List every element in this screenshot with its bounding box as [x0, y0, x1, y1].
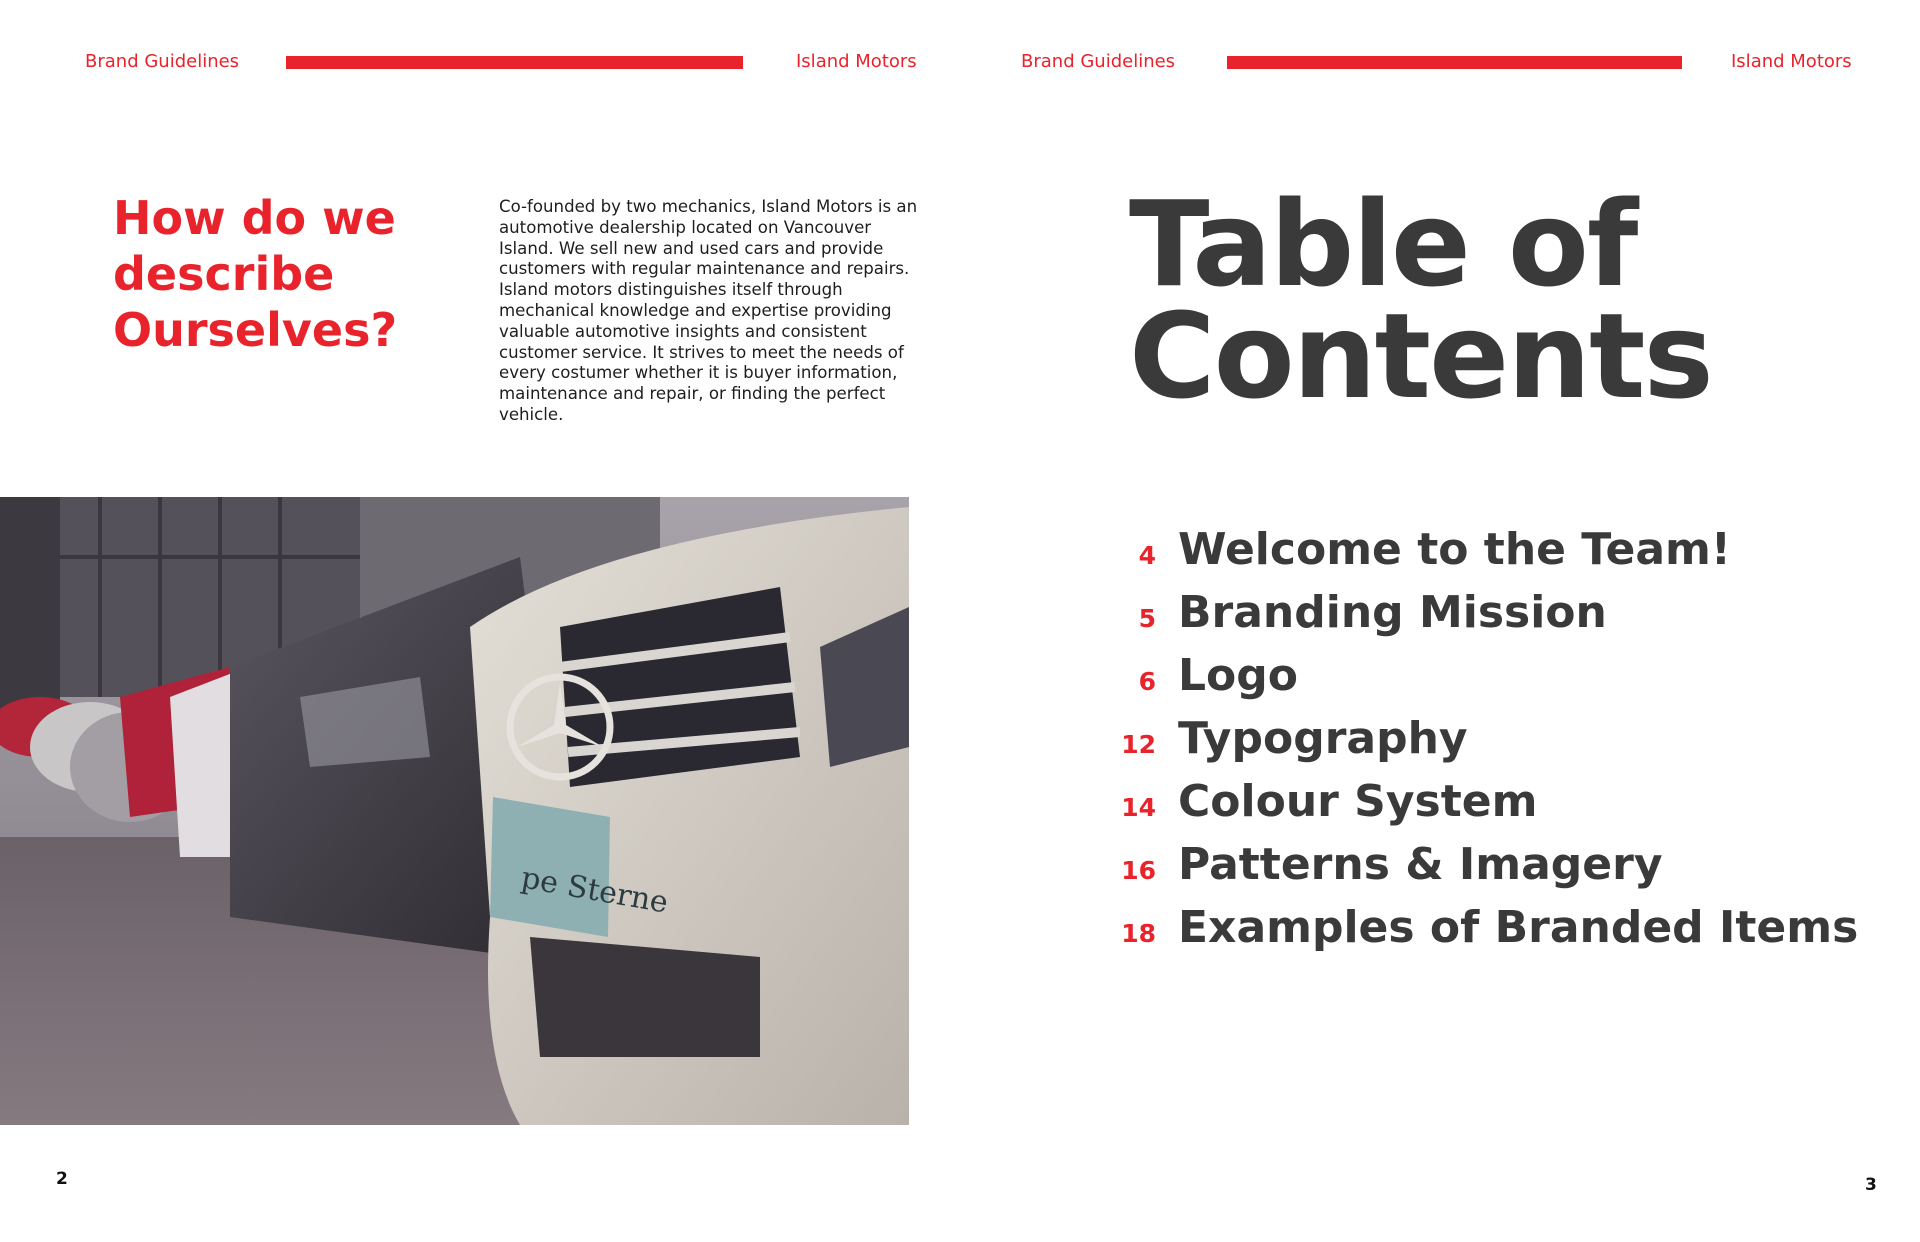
- license-plate-text: pe Sterne: [518, 860, 671, 921]
- toc-page-number: 16: [1121, 856, 1156, 885]
- right-page: [960, 0, 1920, 1242]
- toc-page-number: 5: [1138, 604, 1156, 633]
- toc-page-number: 12: [1121, 730, 1156, 759]
- toc-item[interactable]: [1120, 524, 1858, 587]
- section-heading: How do we describe Ourselves?: [113, 191, 398, 357]
- toc-item[interactable]: [1120, 650, 1858, 713]
- toc-page-number: 18: [1121, 919, 1156, 948]
- toc-item[interactable]: [1120, 902, 1858, 965]
- toc-item[interactable]: [1120, 587, 1858, 650]
- toc-entry-label: Welcome to the Team!: [1178, 524, 1731, 575]
- toc-entry-label: Branding Mission: [1178, 587, 1607, 638]
- header-accent-bar: [286, 56, 743, 69]
- intro-paragraph: Co-founded by two mechanics, Island Motors is an automotive dealership located on Vancouver Island. We sell new and used cars and provide customers with regular maintenance and repairs. Island motors distinguishes itself through mechanical knowledge and expertise providing valuable automotive insights and consistent customer service. It strives to meet the needs of every costumer whether it is buyer information, maintenance and repair, or finding the perfect vehicle.: [499, 197, 918, 424]
- toc-page-number: 4: [1138, 541, 1156, 570]
- toc-entry-label: Typography: [1178, 713, 1468, 764]
- dealership-cars-photo: [0, 497, 909, 1125]
- toc-list: [1120, 524, 1858, 965]
- page-number-right: 3: [1865, 1175, 1877, 1195]
- header-company-label: Island Motors: [796, 51, 917, 72]
- cars-illustration: [0, 497, 909, 1125]
- header-brand-label-right: Brand Guidelines: [1021, 51, 1176, 72]
- header-company-label-right: Island Motors: [1731, 51, 1852, 72]
- toc-entry-label: Patterns & Imagery: [1178, 839, 1663, 890]
- toc-entry-label: Logo: [1178, 650, 1298, 701]
- header-brand-label: Brand Guidelines: [85, 51, 240, 72]
- toc-title: Table of Contents: [1129, 175, 1712, 425]
- toc-page-number: 6: [1138, 667, 1156, 696]
- toc-item[interactable]: [1120, 839, 1858, 902]
- toc-entry-label: Colour System: [1178, 776, 1538, 827]
- page-number-left: 2: [56, 1169, 68, 1189]
- toc-entry-label: Examples of Branded Items: [1178, 902, 1859, 953]
- toc-item[interactable]: [1120, 776, 1858, 839]
- toc-item[interactable]: [1120, 713, 1858, 776]
- toc-page-number: 14: [1121, 793, 1156, 822]
- header-accent-bar-right: [1227, 56, 1682, 69]
